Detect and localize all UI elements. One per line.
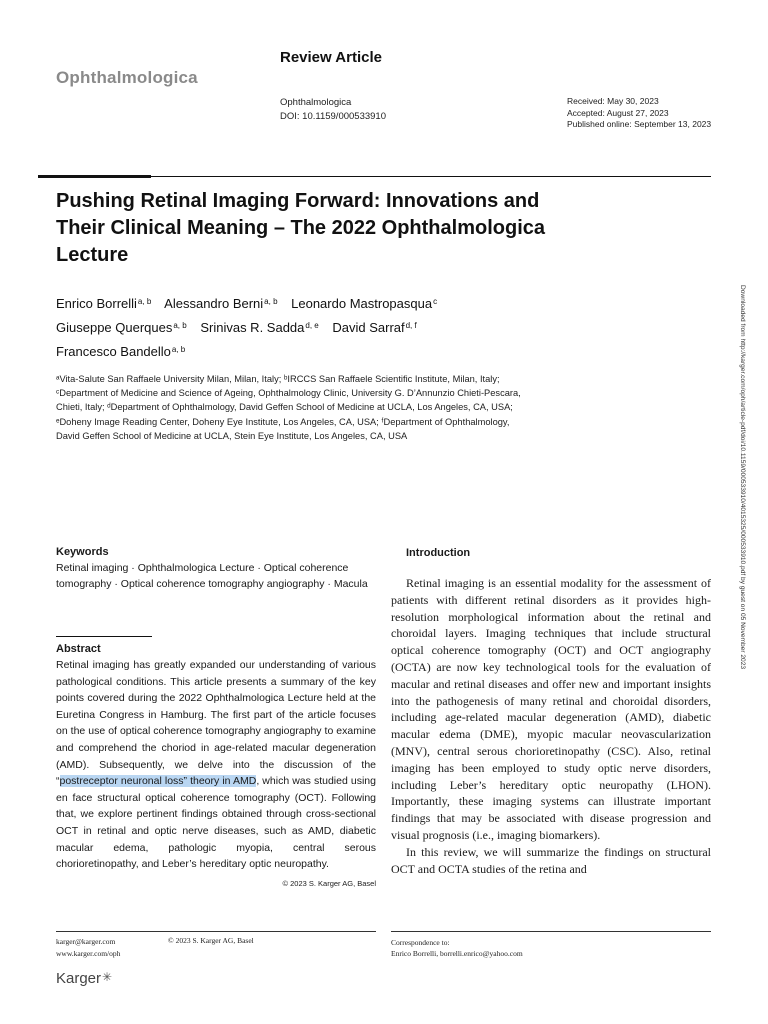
date-published: Published online: September 13, 2023	[567, 119, 712, 129]
affiliation-line: Chieti, Italy; ᵈDepartment of Ophthalmology, David Geffen School of Medicine at UCLA, Los Angeles, CA, USA;	[56, 402, 513, 413]
doi[interactable]: DOI: 10.1159/000533910	[280, 111, 386, 122]
affiliation-line: David Geffen School of Medicine at UCLA, Stein Eye Institute, Los Angeles, CA, USA	[56, 430, 408, 441]
journal-name: Ophthalmologica	[280, 97, 352, 108]
affiliation-line: ᶜDepartment of Medicine and Science of Ageing, Ophthalmology Clinic, University G. D’Annunzio Chieti-Pescara,	[56, 388, 521, 399]
abstract-text: Retinal imaging has greatly expanded our understanding of various pathological conditions. This article presents a summary of the key points covered during the 2022 Ophthalmologica Lecture held at the Euretina Congress in Hamburg. The first part of the article focuses on the use of optical coherence tomography angiography to examine and comprehend the choriod in age-related macular degeneration (AMD). Subsequently, we delve into the discussion of the “postreceptor neuronal loss” theory in AMD, which was studied using en face structural optical coherence tomography (OCT). Following that, we explore pertinent findings obtained through cross-sectional OCT in retinal and optic nerve diseases, such as AMD, diabetic macular edema, pathologic myopia, central serous chorioretinopathy, and Leber’s hereditary optic neuropathy. © 2023 S. Karger AG, Basel	[56, 657, 376, 892]
article-dates	[567, 96, 711, 131]
date-accepted: Accepted: August 27, 2023	[567, 107, 669, 118]
abstract-copyright: © 2023 S. Karger AG, Basel	[282, 878, 376, 888]
author[interactable]: Giuseppe Querques$^{a, b}$	[56, 320, 187, 335]
author[interactable]: Alessandro Berni$^{a, b}$	[164, 296, 278, 311]
affiliations	[56, 372, 576, 443]
author[interactable]: Enrico Borrelli$^{a, b}$	[56, 296, 152, 311]
footer-rule-left	[56, 931, 376, 932]
publisher-email[interactable]: karger@karger.com	[56, 937, 116, 946]
abstract-heading: Abstract	[56, 643, 101, 655]
download-notice	[734, 285, 746, 740]
footer-rule-right	[391, 931, 711, 932]
introduction-heading: Introduction	[406, 547, 471, 559]
title-rule-thin	[151, 176, 711, 177]
keywords-text: Retinal imaging · Ophthalmologica Lecture · Optical coherence tomography · Optical coherence tomography angiography · Macula	[56, 562, 368, 590]
title-rule-thick	[38, 175, 151, 178]
publisher-website[interactable]: www.karger.com/oph	[56, 948, 121, 958]
author-list	[56, 292, 536, 364]
correspondence-label: Correspondence to:	[391, 938, 450, 947]
download-notice-text: Downloaded from http://karger.com/oph/article-pdf/doi/10.1159/000533910/4015325/000533910.pdf by guest on 05 November 2023	[739, 285, 746, 670]
article-title: Pushing Retinal Imaging Forward: Innovations and Their Clinical Meaning – The 2022 Ophthalmologica Lecture	[56, 190, 545, 266]
affiliation-line: ᵉDoheny Image Reading Center, Doheny Eye Institute, Los Angeles, CA, USA; ᶠDepartment of Ophthalmology,	[56, 416, 510, 427]
article-type: Review Article	[280, 49, 382, 66]
highlighted-text[interactable]: postreceptor neuronal loss” theory in AMD	[59, 775, 257, 788]
author[interactable]: David Sarraf$^{d, f}$	[332, 320, 417, 335]
abstract-rule	[56, 636, 152, 637]
footer-copyright: © 2023 S. Karger AG, Basel	[168, 936, 254, 945]
karger-star-icon: ✳	[102, 970, 113, 984]
paragraph: Retinal imaging is an essential modality for the assessment of patients with different retinal disorders as it provides high-resolution morphological information about the retinal and choroidal layers. Imaging techniques that include structural optical coherence tomography (OCT) and OCT angiography (OCTA) are now key technological tools for the evaluation of macular and retinal diseases and offer new and important insights into the pathogenesis of many retinal and choroidal disorders, including age-related macular degeneration (AMD), diabetic macular edema (DME), myopic macular neovascularization (MNV), central serous chorioretinopathy (CSC). Also, retinal imaging has been employed to study optic nerve disorders, including Leber’s hereditary optic neuropathy (LHON). Importantly, these imaging systems can illustrate important findings that may be associated with disease progression and visual prognosis (i.e., imaging biomarkers).	[391, 576, 711, 842]
author[interactable]: Srinivas R. Sadda$^{d, e}$	[200, 320, 319, 335]
correspondence-contact[interactable]: Enrico Borrelli, borrelli.enrico@yahoo.com	[391, 948, 523, 958]
publisher-contact	[56, 936, 120, 959]
keywords-heading: Keywords	[56, 546, 109, 558]
introduction-body	[391, 575, 711, 877]
paragraph: In this review, we will summarize the findings on structural OCT and OCTA studies of the retina and	[391, 844, 711, 876]
correspondence	[391, 938, 523, 959]
journal-logo: Ophthalmologica	[56, 68, 198, 87]
journal-meta	[280, 96, 386, 124]
author[interactable]: Leonardo Mastropasqua$^c$	[291, 296, 438, 311]
date-received: Received: May 30, 2023	[567, 96, 659, 106]
publisher-logo: Karger✳	[56, 970, 113, 987]
author[interactable]: Francesco Bandello$^{a, b}$	[56, 344, 186, 359]
affiliation-line: ᵃVita-Salute San Raffaele University Milan, Milan, Italy; ᵇIRCCS San Raffaele Scientific Institute, Milan, Italy;	[56, 374, 500, 384]
